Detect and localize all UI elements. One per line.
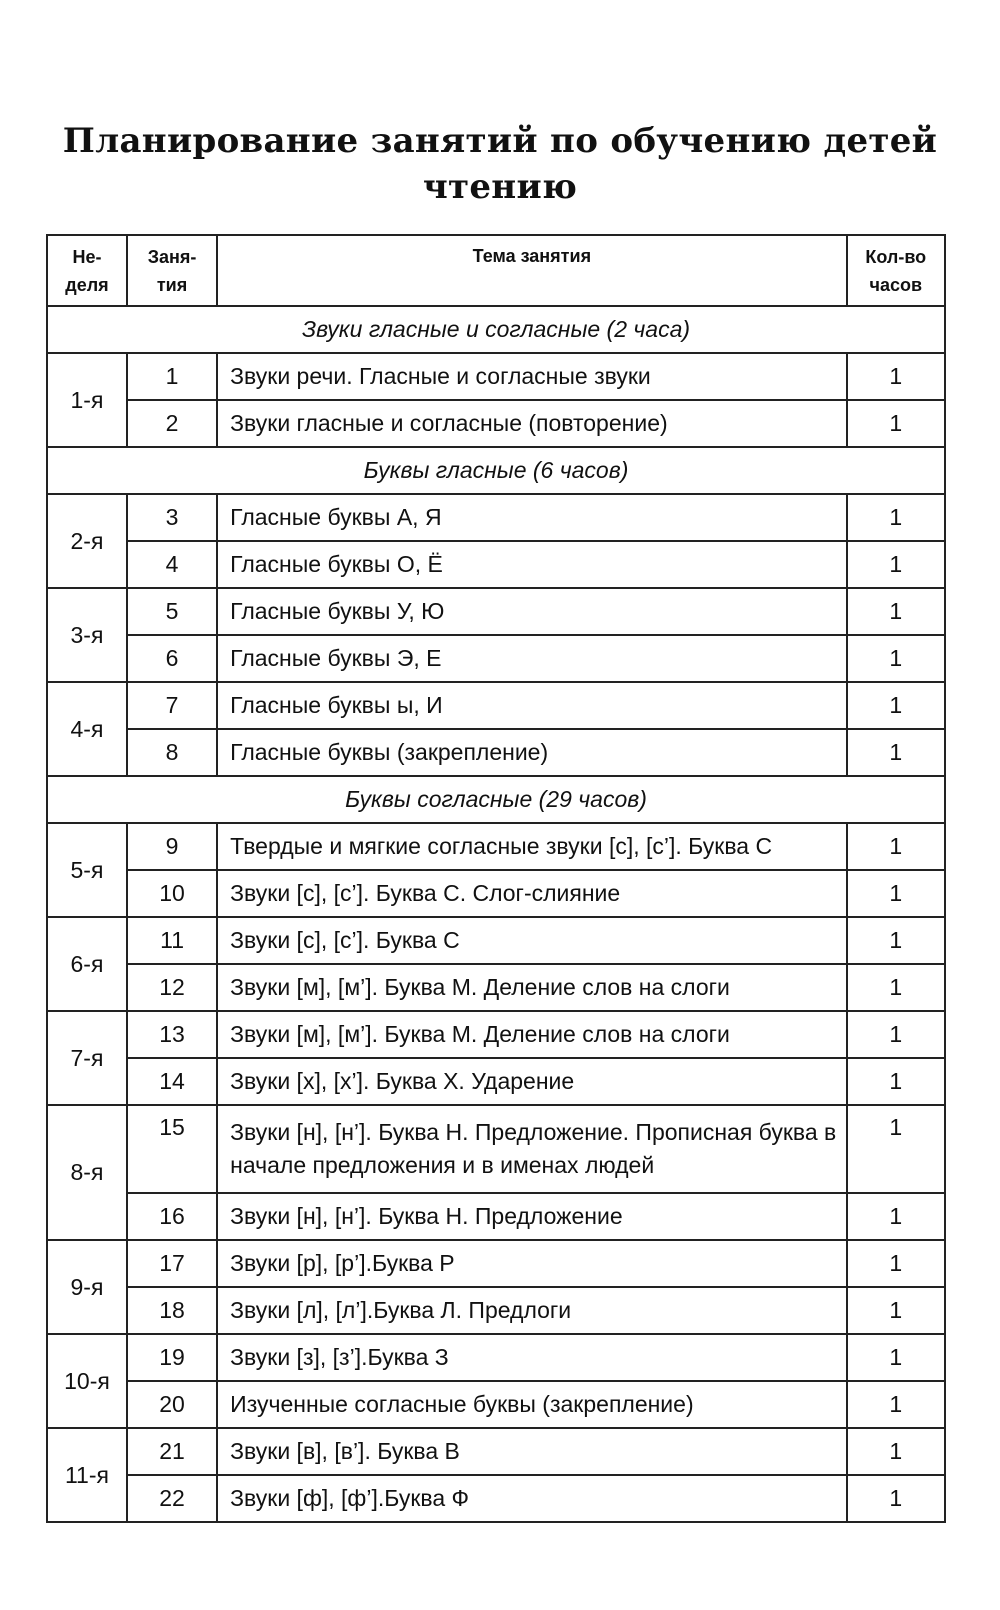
header-hours [847, 235, 945, 306]
section-row [47, 306, 945, 353]
table-row [47, 917, 945, 964]
hours-cell: 1 [847, 917, 945, 964]
lesson-number-cell: 19 [127, 1334, 217, 1381]
table-row [47, 1011, 945, 1058]
lesson-number-cell: 18 [127, 1287, 217, 1334]
header-week-line2: деля [65, 274, 109, 295]
header-hours-line1: Кол-во [865, 246, 927, 267]
table-row [47, 1240, 945, 1287]
week-cell: 5-я [47, 823, 127, 917]
table-row [47, 400, 945, 447]
topic-cell: Изученные согласные буквы (закрепление) [217, 1381, 846, 1428]
hours-cell: 1 [847, 494, 945, 541]
table-row [47, 1381, 945, 1428]
page-title: Планирование занятий по обучению детей чтению [62, 121, 938, 207]
lesson-number-cell: 12 [127, 964, 217, 1011]
header-week-line1: Не- [72, 246, 102, 267]
hours-cell: 1 [847, 1240, 945, 1287]
header-hours-line2: часов [869, 274, 923, 295]
section-row [47, 447, 945, 494]
header-lesson [127, 235, 217, 306]
hours-cell: 1 [847, 1428, 945, 1475]
section-title: Буквы согласные (29 часов) [47, 776, 945, 823]
week-cell: 8-я [47, 1105, 127, 1240]
topic-cell: Звуки [л], [л’].Буква Л. Предлоги [217, 1287, 846, 1334]
table-row [47, 1193, 945, 1240]
week-cell: 11-я [47, 1428, 127, 1522]
week-cell: 9-я [47, 1240, 127, 1334]
lesson-number-cell: 17 [127, 1240, 217, 1287]
week-cell: 4-я [47, 682, 127, 776]
topic-cell: Звуки [м], [м’]. Буква М. Деление слов на слоги [217, 964, 846, 1011]
topic-cell: Гласные буквы У, Ю [217, 588, 846, 635]
topic-cell: Гласные буквы Э, Е [217, 635, 846, 682]
hours-cell: 1 [847, 1334, 945, 1381]
lesson-number-cell: 1 [127, 353, 217, 400]
hours-cell: 1 [847, 964, 945, 1011]
lesson-number-cell: 16 [127, 1193, 217, 1240]
lesson-number-cell: 11 [127, 917, 217, 964]
lesson-number-cell: 6 [127, 635, 217, 682]
table-row [47, 1334, 945, 1381]
topic-cell: Гласные буквы ы, И [217, 682, 846, 729]
hours-cell: 1 [847, 870, 945, 917]
lesson-number-cell: 13 [127, 1011, 217, 1058]
table-row [47, 964, 945, 1011]
header-lesson-line2: тия [156, 274, 188, 295]
header-lesson-line1: Заня- [147, 246, 197, 267]
table-row [47, 1058, 945, 1105]
table-body [47, 306, 945, 1522]
section-title: Звуки гласные и согласные (2 часа) [47, 306, 945, 353]
table-row [47, 1105, 945, 1193]
hours-cell: 1 [847, 353, 945, 400]
lesson-number-cell: 8 [127, 729, 217, 776]
hours-cell: 1 [847, 823, 945, 870]
week-cell: 7-я [47, 1011, 127, 1105]
week-cell: 3-я [47, 588, 127, 682]
header-topic [217, 235, 846, 306]
table-row [47, 353, 945, 400]
hours-cell: 1 [847, 1381, 945, 1428]
topic-cell: Звуки [н], [н’]. Буква Н. Предложение. Прописная буква в начале предложения и в именах людей [217, 1105, 846, 1193]
week-cell: 10-я [47, 1334, 127, 1428]
topic-cell: Гласные буквы (закрепление) [217, 729, 846, 776]
hours-cell: 1 [847, 541, 945, 588]
table-row [47, 729, 945, 776]
hours-cell: 1 [847, 400, 945, 447]
lesson-number-cell: 10 [127, 870, 217, 917]
hours-cell: 1 [847, 588, 945, 635]
lesson-number-cell: 7 [127, 682, 217, 729]
table-row [47, 541, 945, 588]
lesson-number-cell: 15 [127, 1105, 217, 1193]
topic-cell: Звуки [с], [с’]. Буква С. Слог-слияние [217, 870, 846, 917]
table-row [47, 635, 945, 682]
lesson-number-cell: 5 [127, 588, 217, 635]
table-row [47, 823, 945, 870]
hours-cell: 1 [847, 682, 945, 729]
hours-cell: 1 [847, 1105, 945, 1193]
topic-cell: Звуки [н], [н’]. Буква Н. Предложение [217, 1193, 846, 1240]
topic-cell: Звуки [с], [с’]. Буква С [217, 917, 846, 964]
topic-cell: Звуки [в], [в’]. Буква В [217, 1428, 846, 1475]
hours-cell: 1 [847, 1011, 945, 1058]
hours-cell: 1 [847, 1193, 945, 1240]
hours-cell: 1 [847, 1287, 945, 1334]
table-row [47, 1428, 945, 1475]
table-row [47, 1287, 945, 1334]
topic-cell: Звуки [ф], [ф’].Буква Ф [217, 1475, 846, 1522]
topic-cell: Звуки [м], [м’]. Буква М. Деление слов на слоги [217, 1011, 846, 1058]
hours-cell: 1 [847, 729, 945, 776]
topic-cell: Звуки речи. Гласные и согласные звуки [217, 353, 846, 400]
topic-cell: Твердые и мягкие согласные звуки [с], [с’]. Буква С [217, 823, 846, 870]
hours-cell: 1 [847, 1475, 945, 1522]
table-row [47, 870, 945, 917]
header-week [47, 235, 127, 306]
section-title: Буквы гласные (6 часов) [47, 447, 945, 494]
lesson-number-cell: 20 [127, 1381, 217, 1428]
lesson-number-cell: 2 [127, 400, 217, 447]
table-header-row [47, 235, 945, 306]
topic-cell: Звуки [з], [з’].Буква З [217, 1334, 846, 1381]
week-cell: 1-я [47, 353, 127, 447]
hours-cell: 1 [847, 1058, 945, 1105]
lesson-number-cell: 3 [127, 494, 217, 541]
lesson-number-cell: 22 [127, 1475, 217, 1522]
topic-cell: Звуки [р], [р’].Буква Р [217, 1240, 846, 1287]
lesson-number-cell: 14 [127, 1058, 217, 1105]
topic-cell: Звуки гласные и согласные (повторение) [217, 400, 846, 447]
section-row [47, 776, 945, 823]
table-row [47, 588, 945, 635]
lesson-number-cell: 4 [127, 541, 217, 588]
topic-cell: Звуки [х], [х’]. Буква Х. Ударение [217, 1058, 846, 1105]
topic-cell: Гласные буквы О, Ё [217, 541, 846, 588]
hours-cell: 1 [847, 635, 945, 682]
table-row [47, 682, 945, 729]
table-row [47, 1475, 945, 1522]
lesson-plan-table [46, 234, 946, 1523]
topic-cell: Гласные буквы А, Я [217, 494, 846, 541]
lesson-number-cell: 9 [127, 823, 217, 870]
header-topic-label: Тема занятия [472, 246, 592, 266]
week-cell: 6-я [47, 917, 127, 1011]
lesson-number-cell: 21 [127, 1428, 217, 1475]
week-cell: 2-я [47, 494, 127, 588]
table-row [47, 494, 945, 541]
